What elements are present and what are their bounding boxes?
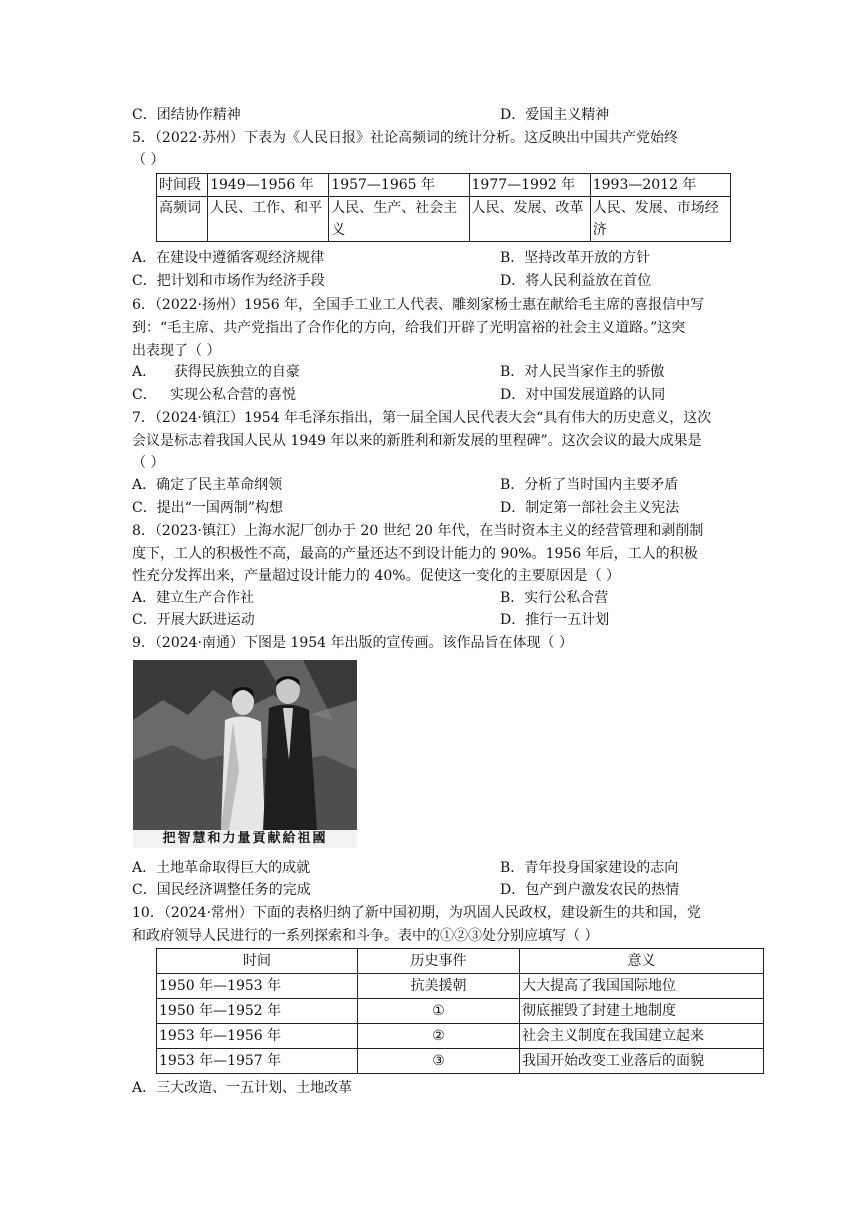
q5-period-4: 1993—2012 年 <box>590 174 730 197</box>
q10-row1-time: 1950 年—1953 年 <box>157 974 358 999</box>
q5-answer-paren: （ ） <box>132 152 165 168</box>
q10-option-a: A．三大改造、一五计划、土地改革 <box>132 1080 353 1096</box>
table-row <box>157 1049 764 1074</box>
table-row <box>157 999 764 1024</box>
q6-option-a: A． 获得民族独立的自豪 <box>132 364 300 380</box>
q7-stem-2: 会议是标志着我国人民从 1949 年以来的新胜利和新发展的里程碑”。这次会议的最大成果是 <box>132 433 702 449</box>
q10-row4-meaning: 我国开始改变工业落后的面貌 <box>520 1049 764 1074</box>
q9-option-b: B．青年投身国家建设的志向 <box>500 860 679 876</box>
q5-option-a: A．在建设中遵循客观经济规律 <box>132 250 325 266</box>
q6-stem-2: 到：“毛主席、共产党指出了合作化的方向，给我们开辟了光明富裕的社会主义道路。”这突 <box>132 320 686 336</box>
q5-words-4: 人民、发展、市场经济 <box>590 197 730 242</box>
q9-option-d: D．包产到户激发农民的热情 <box>500 882 680 898</box>
q10-header-meaning: 意义 <box>520 949 764 974</box>
q8-stem-3: 性充分发挥出来，产量超过设计能力的 40%。促使这一变化的主要原因是（ ） <box>132 568 621 584</box>
q10-row4-time: 1953 年—1957 年 <box>157 1049 358 1074</box>
table-row <box>157 974 764 999</box>
q8-option-d: D．推行一五计划 <box>500 612 610 628</box>
propaganda-poster <box>133 660 357 848</box>
q10-row4-event: ③ <box>358 1049 520 1074</box>
q7-option-d: D．制定第一部社会主义宪法 <box>500 500 680 516</box>
q10-header-event: 历史事件 <box>358 949 520 974</box>
q10-table <box>156 948 764 1074</box>
q6-option-d: D．对中国发展道路的认同 <box>500 387 666 403</box>
q10-row1-meaning: 大大提高了我国国际地位 <box>520 974 764 999</box>
q5-words-1: 人民、工作、和平 <box>208 197 329 242</box>
q5-period-1: 1949—1956 年 <box>208 174 329 197</box>
q5-period-2: 1957—1965 年 <box>329 174 469 197</box>
q10-row2-time: 1950 年—1952 年 <box>157 999 358 1024</box>
q5-stem: 5．（2022·苏州）下表为《人民日报》社论高频词的统计分析。这反映出中国共产党始终 <box>132 130 678 146</box>
q9-option-c: C．国民经济调整任务的完成 <box>132 882 311 898</box>
q7-stem-3: （ ） <box>132 455 165 471</box>
q4-option-d: D．爱国主义精神 <box>500 107 610 123</box>
q10-row3-time: 1953 年—1956 年 <box>157 1024 358 1049</box>
q10-header-time: 时间 <box>157 949 358 974</box>
q7-option-c: C．提出“一国两制”构想 <box>132 500 284 516</box>
q8-stem-2: 度下，工人的积极性不高，最高的产量还达不到设计能力的 90%。1956 年后，工人的积极 <box>132 546 698 562</box>
q5-table <box>156 173 731 242</box>
q10-row2-meaning: 彻底摧毁了封建土地制度 <box>520 999 764 1024</box>
poster-caption: 把智慧和力量貢献給祖國 <box>162 831 328 846</box>
q5-option-c: C．把计划和市场作为经济手段 <box>132 273 325 289</box>
q7-option-a: A．确定了民主革命纲领 <box>132 477 283 493</box>
q5-option-b: B．坚持改革开放的方针 <box>500 250 651 266</box>
q9-stem: 9．（2024·南通）下图是 1954 年出版的宣传画。该作品旨在体现（ ） <box>132 635 573 651</box>
q10-row1-event: 抗美援朝 <box>358 974 520 999</box>
q5-row-label: 高频词 <box>157 197 208 242</box>
q5-words-3: 人民、发展、改革 <box>469 197 590 242</box>
poster-illustration <box>133 660 357 848</box>
q9-option-a: A．土地革命取得巨大的成就 <box>132 860 311 876</box>
q10-stem-2: 和政府领导人民进行的一系列探索和斗争。表中的①②③处分别应填写（ ） <box>132 928 599 944</box>
q5-period-3: 1977—1992 年 <box>469 174 590 197</box>
q10-stem-1: 10．（2024·常州）下面的表格归纳了新中国初期，为巩固人民政权，建设新生的共和国，党 <box>132 905 701 921</box>
q7-stem-1: 7．（2024·镇江）1954 年毛泽东指出，第一届全国人民代表大会“具有伟大的历史意义，这次 <box>132 410 712 426</box>
q8-option-a: A．建立生产合作社 <box>132 590 255 606</box>
q6-stem-3: 出表现了（ ） <box>132 343 221 359</box>
q5-header-label: 时间段 <box>157 174 208 197</box>
q5-words-2: 人民、生产、社会主义 <box>329 197 469 242</box>
table-row <box>157 1024 764 1049</box>
q10-row3-event: ② <box>358 1024 520 1049</box>
q8-stem-1: 8．（2023·镇江）上海水泥厂创办于 20 世纪 20 年代，在当时资本主义的经营管理和剥削制 <box>132 523 704 539</box>
q8-option-b: B．实行公私合营 <box>500 590 609 606</box>
q6-option-c: C． 实现公私合营的喜悦 <box>132 387 297 403</box>
q10-row2-event: ① <box>358 999 520 1024</box>
q5-option-d: D．将人民利益放在首位 <box>500 273 652 289</box>
q10-row3-meaning: 社会主义制度在我国建立起来 <box>520 1024 764 1049</box>
q6-stem-1: 6．（2022·扬州）1956 年，全国手工业工人代表、雕刻家杨士惠在献给毛主席的喜报信中写 <box>132 297 705 313</box>
q4-option-c: C．团结协作精神 <box>132 107 241 123</box>
q7-option-b: B．分析了当时国内主要矛盾 <box>500 477 679 493</box>
q6-option-b: B．对人民当家作主的骄傲 <box>500 364 665 380</box>
q8-option-c: C．开展大跃进运动 <box>132 612 255 628</box>
